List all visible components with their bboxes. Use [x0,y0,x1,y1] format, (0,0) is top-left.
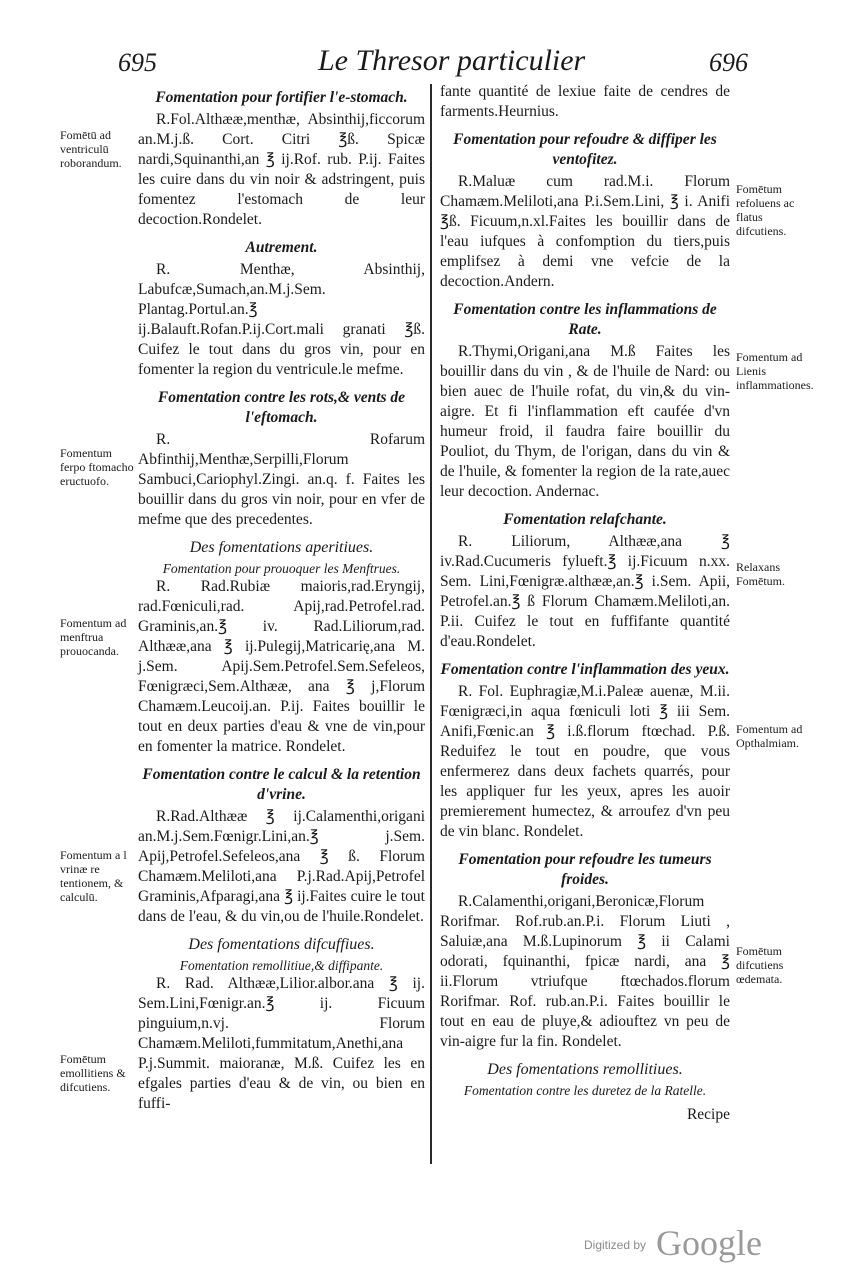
running-title: Le Thresor particulier [318,44,586,77]
recipe-paragraph: R. Fol. Euphragiæ,M.i.Paleæ auenæ, M.ii. Fœnigræci,in aqua fœniculi loti ℥ iii Sem. Anifi,Fœnic.an ℥ i.ß.florum ftœchad. P.ß. Reduifez le tout en poudre, que vous enfermerez dans deux fachets quarrés, pour les appliquer fur les yeux, apres les auoir premierement humectez, & arroufez d'vn peu de vin blanc. Rondelet. [440,683,730,840]
section-heading: Autrement. [245,239,318,256]
section-heading: Fomentation pour fortifier l'e-stomach. [155,89,408,106]
column-divider [430,84,432,1164]
google-logo: Google [656,1223,762,1263]
recipe-paragraph: R. Liliorum, Althææ,ana ℥ iv.Rad.Cucumeris fylueft.℥ ij.Ficuum n.xx. Sem. Lini,Fœnigræ.althææ,an.℥ i.Sem. Apii, Petrofel.an.℥ ß Florum Chamæm.Meliloti,an. P.ii. Cuifez le tout en fuffifante quantité d'eau.Rondelet. [440,533,730,650]
watermark-caption: Digitized by [584,1238,647,1252]
recipe-paragraph: R.Rad.Althææ ℥ ij.Calamenthi,origani an.M.j.Sem.Fœnigr.Lini,an.℥ j.Sem. Apij,Petrofel.Sefeleos,ana ℥ ß. Florum Chamæm.Meliloti,ana P.j.Rad.Apij,Petrofel Graminis,Afparagi,ana ℥ ij.Faites cuire le tout dans de l'eau, & du vin,ou de l'huile.Rondelet. [138,808,425,925]
recipe-paragraph: R.Fol.Althææ,menthæ, Absinthij,ficcorum an.M.j.ß. Cort. Citri ℥ß. Spicæ nardi,Squinanthi,an ℥ ij.Rof. rub. P.ij. Faites les cuire dans du vin noir & adstringent, puis fomentez l'estomach de leur decoction.Rondelet. [138,111,425,228]
right-column [440,82,730,1125]
section-heading: Fomentation pour refoudre les tumeurs froides. [458,851,712,888]
catchword: Recipe [686,1106,730,1123]
page-number-right: 696 [709,48,748,77]
margin-note-left: Fomētum emollitiens & difcutiens. [60,1052,126,1094]
margin-note-right: Relaxans Fomētum. [736,560,786,588]
recipe-paragraph: R.Thymi,Origani,ana M.ß Faites les bouillir dans du vin , & de l'huile de Nard: ou bien auec de l'huile rofat, du vin,& du vin-aigre. Et fi l'inflammation eft caufée d'vn humeur froid, il faudra faire bouillir du Pouliot, du Thym, de l'origan, dans du vin & de l'huile, & fomenter la region de la rate,auec leur decoction. Andernac. [440,343,730,500]
recipe-paragraph: fante quantité de lexiue faite de cendres de farments.Heurnius. [440,83,730,120]
page-header [118,44,748,84]
margin-note-right: Fomentum ad Lienis inflammationes. [736,350,814,392]
margin-note-left: Fomentum ad menftrua prouocanda. [60,616,127,658]
section-heading: Fomentation relafchante. [503,511,667,528]
page-number-left: 695 [118,48,157,77]
margin-note-left: Fomentum ferpo ftomacho eructuofo. [60,446,134,488]
section-heading: Fomentation contre les inflammations de Rate. [453,301,717,338]
recipe-paragraph: R.Maluæ cum rad.M.i. Florum Chamæm.Meliloti,ana P.i.Sem.Lini, ℥ i. Anifi ℥ß. Ficuum,n.xl.Faites les bouillir dans de l'eau iufques à confomption du tiers,puis emplifsez à demi vne vefcie de la decoction.Andern. [440,173,730,290]
section-heading: Fomentation contre l'inflammation des yeux. [440,661,730,678]
left-column [138,84,425,1122]
margin-note-left: Fomentum a l vrinæ re tentionem, & calculū. [60,848,127,904]
recipe-paragraph: R. Rad. Althææ,Lilior.albor.ana ℥ ij. Sem.Lini,Fœnigr.an.℥ ij. Ficuum pinguium,n.vj. Florum Chamæm.Meliloti,fummitatum,Anethi,ana P.j.Summit. maioranæ, M.ß. Cuifez les en efgales parties d'eau & de vin, ou bien en fuffi- [138,975,425,1112]
margin-note-right: Fomētum refoluens ac flatus difcutiens. [736,182,795,238]
section-heading: Fomentation contre les rots,& vents de l'eftomach. [157,389,406,426]
chapter-heading: Des fomentations aperitiues. [189,539,374,556]
section-subheading: Fomentation remollitiue,& diffipante. [179,958,384,973]
section-subheading: Fomentation pour prouoquer les Menftrues. [162,561,401,576]
recipe-paragraph: R. Rad.Rubiæ maioris,rad.Eryngij, rad.Fœniculi,rad. Apij,rad.Petrofel.rad. Graminis,an.℥ iv. Rad.Liliorum,rad. Althææ,ana ℥ ij.Pulegij,Matricarię,ana M. j.Sem. Apij.Sem.Petrofel.Sem.Sefeleos, Fœnigræci,Sem.Althææ, ana ℥ j,Florum Chamæm.Leucoij.an. P.ij. Faites bouillir le tout en deux parties d'eau & vne de vin,pour en fomenter la matrice. Rondelet. [138,578,425,755]
chapter-heading: Des fomentations difcuffiues. [188,936,375,953]
margin-note-left: Fomētū ad ventriculū roborandum. [60,128,122,170]
section-heading: Fomentation contre le calcul & la retention d'vrine. [142,766,421,803]
recipe-paragraph: R. Rofarum Abfinthij,Menthæ,Serpilli,Florum Sambuci,Cariophyl.Zingi. an.q. f. Faites les bouillir dans du gros vin noir, pour en vfer de mefme que des precedentes. [138,431,425,528]
margin-note-right: Fomētum difcutiens œdemata. [736,944,784,986]
recipe-paragraph: R. Menthæ, Absinthij, Labufcæ,Sumach,an.M.j.Sem. Plantag.Portul.an.℥ ij.Balauft.Rofan.P.ij.Cort.mali granati ℥ß. Cuifez le tout dans du gros vin, pour en fomenter la region du ventricule.le mefme. [138,261,425,378]
section-heading: Fomentation pour refoudre & diffiper les ventofitez. [453,131,717,168]
recipe-paragraph: R.Calamenthi,origani,Beronicæ,Florum Rorifmar. Rof.rub.an.P.i. Florum Liuti , Saluiæ,ana M.ß.Lupinorum ℥ ii Calami odorati, fquinanthi, fpicæ nardi, ana ℥ ii.Florum vtriufque ftœchados.florum Rorifmar. Rof. rub.an.P.i. Faites bouillir le tout en eau de pluye,& adiouftez vn peu de vin-aigre fur la fin. Rondelet. [440,893,730,1050]
margin-note-right: Fomentum ad Opthalmiam. [736,722,803,750]
section-subheading: Fomentation contre les duretez de la Ratelle. [463,1083,707,1098]
chapter-heading: Des fomentations remollitiues. [487,1061,683,1078]
